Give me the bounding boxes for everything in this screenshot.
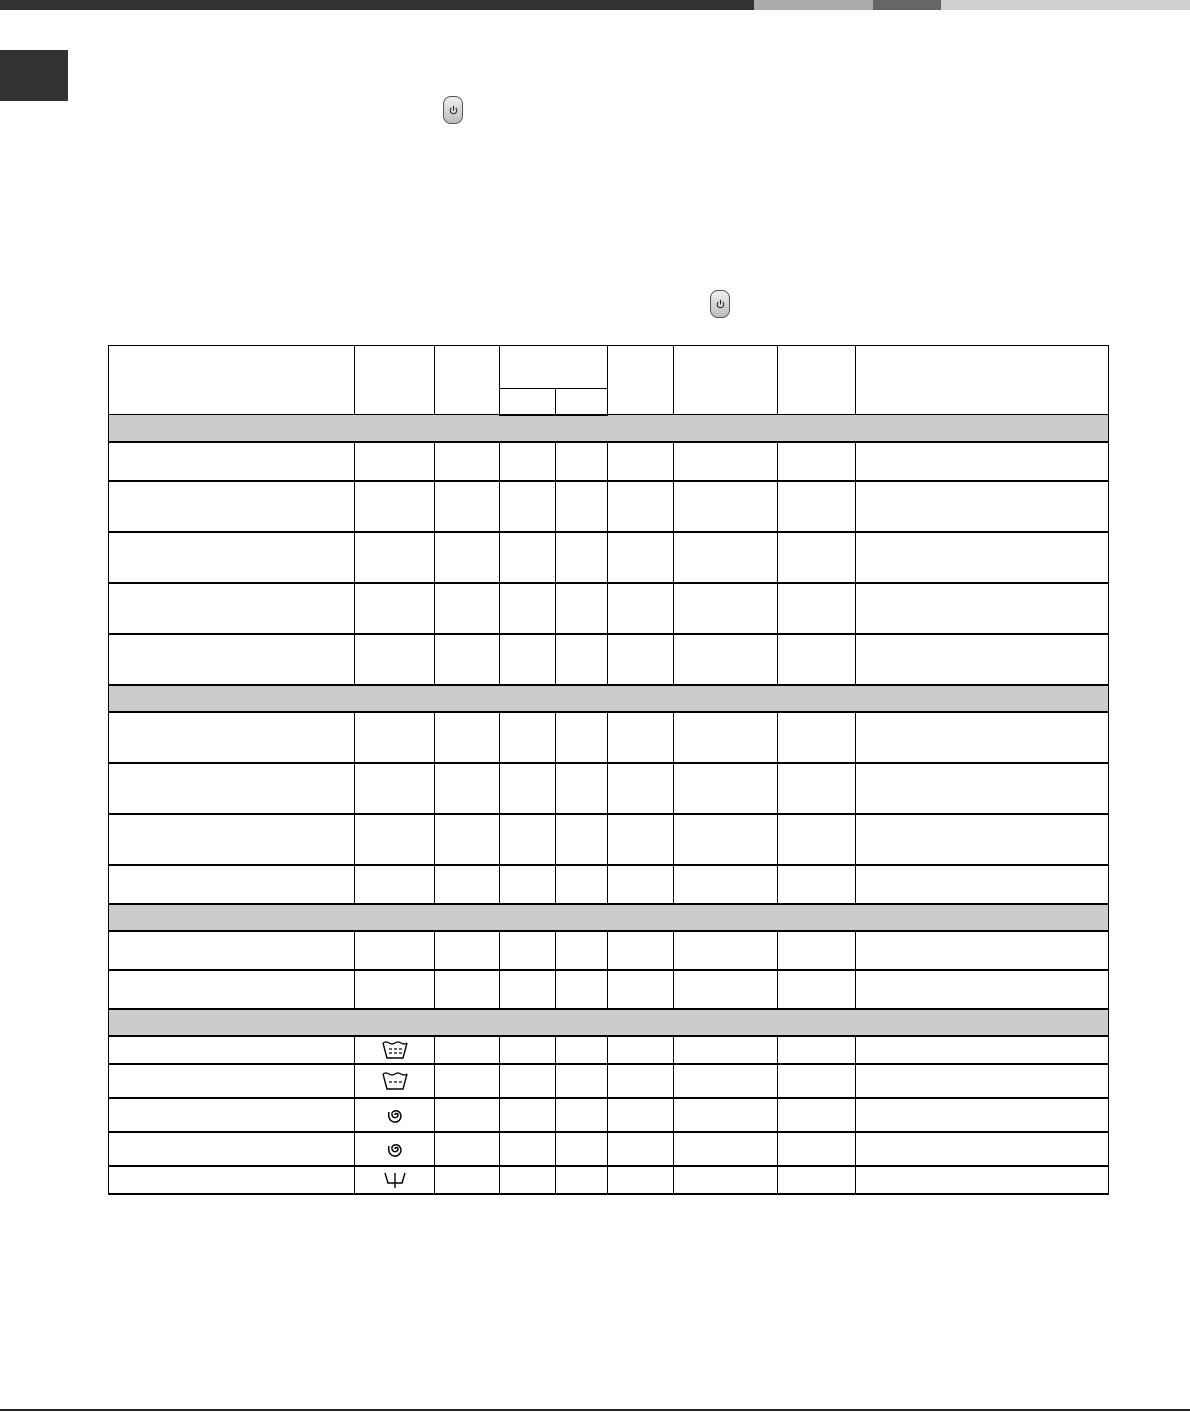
table-cell (856, 1132, 1109, 1166)
table-cell (856, 931, 1109, 970)
table-cell (109, 1166, 355, 1194)
table-row (109, 712, 1109, 763)
table-cell (674, 931, 778, 970)
table-cell (556, 970, 608, 1009)
table-cell (778, 1166, 856, 1194)
table-cell (778, 583, 856, 634)
section-row (109, 1009, 1109, 1036)
section-cell (109, 685, 1109, 712)
header-cell (778, 346, 856, 415)
table-cell (856, 442, 1109, 481)
table-cell (435, 481, 500, 532)
table-cell (500, 814, 556, 865)
table-cell (608, 970, 674, 1009)
table-row (109, 763, 1109, 814)
table-cell (778, 532, 856, 583)
table-cell (500, 1098, 556, 1132)
table-cell (355, 481, 435, 532)
table-cell (674, 1098, 778, 1132)
section-cell (109, 1009, 1109, 1036)
header-cell (608, 346, 674, 415)
table-cell (856, 763, 1109, 814)
table-cell (778, 931, 856, 970)
table-cell (109, 931, 355, 970)
table-cell (500, 712, 556, 763)
table-cell (778, 481, 856, 532)
table-cell (109, 1132, 355, 1166)
table-cell (856, 1166, 1109, 1194)
table-cell (435, 865, 500, 904)
table-cell (556, 481, 608, 532)
power-icon (715, 299, 726, 310)
header-cell (856, 346, 1109, 415)
table-cell (778, 712, 856, 763)
table-cell (556, 712, 608, 763)
table-cell (556, 1064, 608, 1098)
table-cell (500, 1036, 556, 1064)
drain-basin-icon (380, 1070, 410, 1092)
power-button[interactable] (443, 96, 463, 124)
table-cell (435, 1166, 500, 1194)
header-color-bar (0, 0, 1190, 10)
table-cell (500, 481, 556, 532)
table-cell (674, 583, 778, 634)
footer-rule (0, 1409, 1190, 1411)
table-cell (435, 1098, 500, 1132)
section-row (109, 685, 1109, 712)
table-cell (435, 763, 500, 814)
table-cell (355, 442, 435, 481)
table-cell (556, 763, 608, 814)
table-cell (556, 583, 608, 634)
table-cell (355, 583, 435, 634)
table-cell (556, 1166, 608, 1194)
rinse-icon (380, 1039, 410, 1061)
table-cell (355, 970, 435, 1009)
table-cell (856, 583, 1109, 634)
table-cell (674, 532, 778, 583)
table-cell (355, 712, 435, 763)
table-cell (608, 1064, 674, 1098)
table-cell (608, 712, 674, 763)
power-button[interactable] (710, 290, 730, 318)
table-cell (435, 1064, 500, 1098)
table-cell (778, 1132, 856, 1166)
table-row (109, 931, 1109, 970)
table-cell (674, 865, 778, 904)
language-tab (0, 50, 68, 101)
spin-icon (380, 1138, 410, 1160)
table-cell (856, 481, 1109, 532)
table-cell (856, 865, 1109, 904)
table-cell (856, 814, 1109, 865)
section-row (109, 904, 1109, 931)
header-bar-segment (754, 0, 873, 10)
table-cell (109, 712, 355, 763)
header-cell (109, 346, 355, 415)
table-cell (109, 583, 355, 634)
table-cell (500, 583, 556, 634)
table-cell (435, 970, 500, 1009)
table-cell (556, 532, 608, 583)
table-cell (856, 970, 1109, 1009)
table-cell (500, 1166, 556, 1194)
table-cell (674, 481, 778, 532)
table-cell (856, 532, 1109, 583)
table-cell (355, 931, 435, 970)
table-cell (355, 814, 435, 865)
section-cell (109, 415, 1109, 442)
table-row (109, 583, 1109, 634)
table-row (109, 1132, 1109, 1166)
table-cell (674, 1132, 778, 1166)
table-cell (435, 583, 500, 634)
table-cell (608, 1166, 674, 1194)
header-cell (355, 346, 435, 415)
drain-cell (355, 1166, 435, 1194)
header-bar-segment (0, 0, 754, 10)
table-row (109, 532, 1109, 583)
header-sub-cell (556, 389, 608, 415)
table-cell (109, 814, 355, 865)
table-cell (674, 1036, 778, 1064)
table-cell (435, 814, 500, 865)
table-cell (778, 1036, 856, 1064)
table-cell (778, 442, 856, 481)
table-cell (500, 931, 556, 970)
table-cell (608, 481, 674, 532)
table-cell (608, 814, 674, 865)
table-row (109, 865, 1109, 904)
table-cell (500, 1132, 556, 1166)
table-cell (109, 634, 355, 685)
table-cell (435, 442, 500, 481)
table-cell (109, 532, 355, 583)
drain-basin-cell (355, 1064, 435, 1098)
table-cell (674, 970, 778, 1009)
spin-cell (355, 1132, 435, 1166)
table-cell (608, 634, 674, 685)
table-cell (109, 970, 355, 1009)
table-cell (674, 712, 778, 763)
header-bar-segment (873, 0, 941, 10)
table-cell (355, 763, 435, 814)
table-cell (556, 865, 608, 904)
table-cell (778, 763, 856, 814)
table-cell (674, 814, 778, 865)
table-cell (778, 865, 856, 904)
table-cell (778, 814, 856, 865)
table-cell (355, 532, 435, 583)
spin-cell (355, 1098, 435, 1132)
table-row (109, 814, 1109, 865)
header-group-cell (500, 346, 608, 389)
table-row (109, 634, 1109, 685)
header-cell (435, 346, 500, 415)
table-cell (556, 931, 608, 970)
table-cell (778, 634, 856, 685)
table-cell (355, 634, 435, 685)
programme-table (108, 345, 1109, 1195)
table-cell (778, 1064, 856, 1098)
table-cell (856, 712, 1109, 763)
table-row (109, 1064, 1109, 1098)
table-cell (500, 634, 556, 685)
power-icon (448, 105, 459, 116)
table-cell (500, 1064, 556, 1098)
table-cell (109, 481, 355, 532)
table-cell (674, 1064, 778, 1098)
table-cell (674, 634, 778, 685)
table-cell (674, 763, 778, 814)
header-bar-segment (941, 0, 1190, 10)
table-cell (556, 1132, 608, 1166)
table-row (109, 442, 1109, 481)
table-cell (556, 442, 608, 481)
section-row (109, 415, 1109, 442)
table-cell (856, 1064, 1109, 1098)
table-cell (556, 1098, 608, 1132)
table-cell (109, 442, 355, 481)
table-row (109, 970, 1109, 1009)
table-cell (778, 970, 856, 1009)
table-cell (608, 865, 674, 904)
table-cell (435, 1132, 500, 1166)
table-cell (556, 1036, 608, 1064)
table-cell (608, 763, 674, 814)
table-cell (355, 865, 435, 904)
table-cell (109, 1064, 355, 1098)
table-cell (608, 442, 674, 481)
table-row (109, 1166, 1109, 1194)
table-cell (608, 1132, 674, 1166)
table-cell (500, 532, 556, 583)
table-cell (608, 583, 674, 634)
table-cell (109, 763, 355, 814)
table-cell (435, 634, 500, 685)
table-cell (109, 865, 355, 904)
drain-icon (380, 1169, 410, 1191)
table-cell (856, 1098, 1109, 1132)
header-cell (674, 346, 778, 415)
table-cell (500, 763, 556, 814)
header-sub-cell (500, 389, 556, 415)
table-cell (500, 865, 556, 904)
table-cell (778, 1098, 856, 1132)
section-cell (109, 904, 1109, 931)
table-cell (608, 931, 674, 970)
table-cell (109, 1098, 355, 1132)
table-cell (674, 1166, 778, 1194)
table-cell (608, 532, 674, 583)
table-cell (856, 1036, 1109, 1064)
table-cell (435, 1036, 500, 1064)
spin-icon (380, 1104, 410, 1126)
table-cell (856, 634, 1109, 685)
table-cell (435, 532, 500, 583)
table-cell (500, 970, 556, 1009)
rinse-cell (355, 1036, 435, 1064)
table-cell (500, 442, 556, 481)
table-cell (608, 1036, 674, 1064)
table-row (109, 1098, 1109, 1132)
table-row (109, 1036, 1109, 1064)
table-cell (608, 1098, 674, 1132)
table-row (109, 481, 1109, 532)
table-cell (435, 931, 500, 970)
table-cell (674, 442, 778, 481)
table-cell (435, 712, 500, 763)
table-cell (556, 634, 608, 685)
table-cell (556, 814, 608, 865)
table-cell (109, 1036, 355, 1064)
